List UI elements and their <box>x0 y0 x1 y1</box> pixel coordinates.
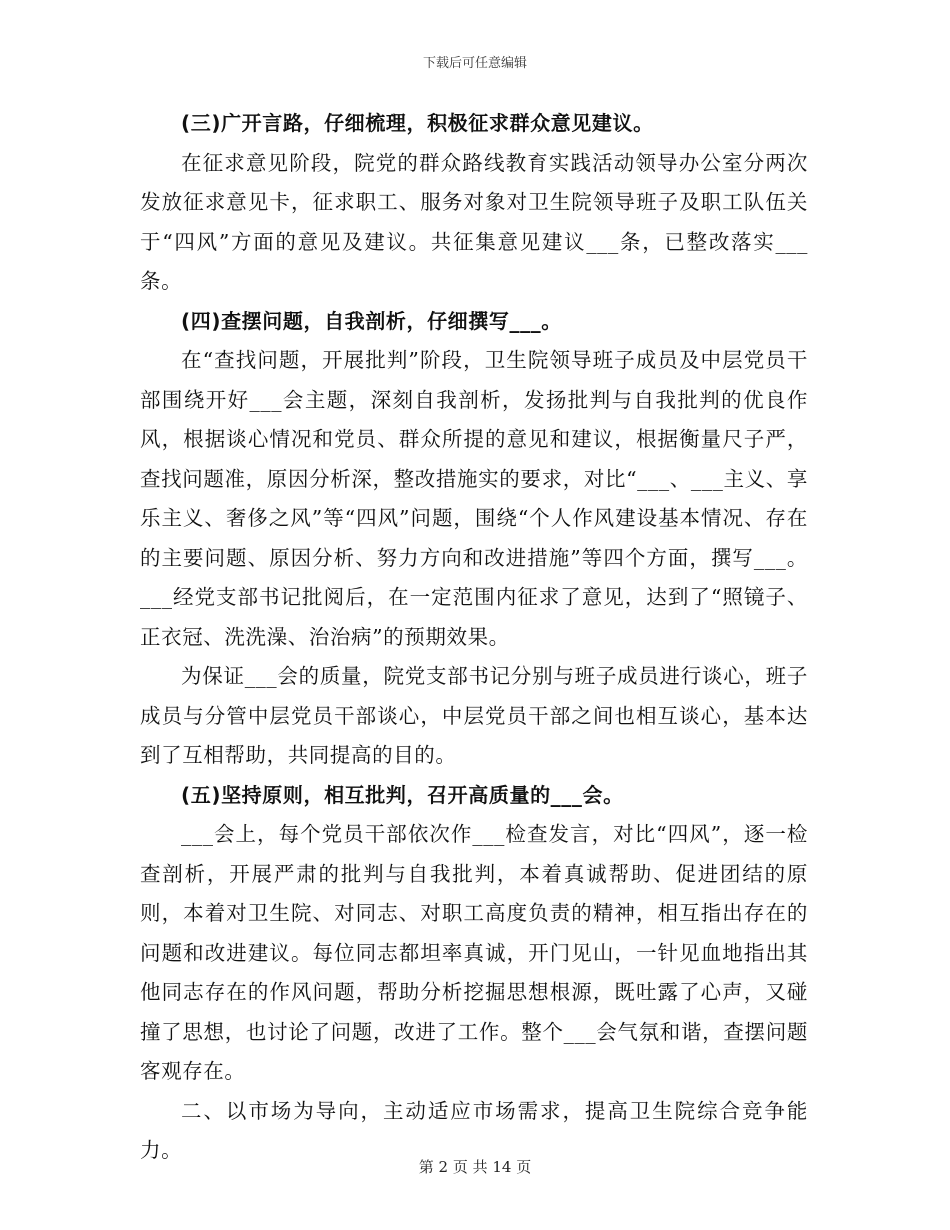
body-paragraph: 二、以市场为导向，主动适应市场需求，提高卫生院综合竞争能力。 <box>140 1098 808 1162</box>
page-number-footer: 第 2 页 共 14 页 <box>418 1158 532 1176</box>
body-paragraph: 在征求意见阶段，院党的群众路线教育实践活动领导办公室分两次发放征求意见卡，征求职工、服务对象对卫生院领导班子及职工队伍关于“四风”方面的意见及建议。共征集意见建议___条，已整改落实___条。 <box>140 150 808 293</box>
page-header-note: 下载后可任意编辑 <box>422 56 527 71</box>
body-paragraph: ___会上，每个党员干部依次作___检查发言，对比“四风”，逐一检查剖析，开展严肃的批判与自我批判，本着真诚帮助、促进团结的原则，本着对卫生院、对同志、对职工高度负责的精神，相互指出存在的问题和改进建议。每位同志都坦率真诚，开门见山，一针见血地指出其他同志存在的作风问题，帮助分析挖掘思想根源，既吐露了心声，又碰撞了思想，也讨论了问题，改进了工作。整个___会气氛和谐，查摆问题客观存在。 <box>140 822 808 1083</box>
section-heading-3: (三)广开言路，仔细梳理，积极征求群众意见建议。 <box>181 111 654 135</box>
body-paragraph: 为保证___会的质量，院党支部书记分别与班子成员进行谈心，班子成员与分管中层党员干部谈心，中层党员干部之间也相互谈心，基本达到了互相帮助，共同提高的目的。 <box>140 664 808 767</box>
document-body <box>140 104 808 1171</box>
section-heading-4: (四)查摆问题，自我剖析，仔细撰写___。 <box>181 308 562 333</box>
section-heading-5: (五)坚持原则，相互批判，召开高质量的___会。 <box>181 782 624 807</box>
body-paragraph: 在“查找问题，开展批判”阶段，卫生院领导班子成员及中层党员干部围绕开好___会主题，深刻自我剖析，发扬批判与自我批判的优良作风，根据谈心情况和党员、群众所提的意见和建议，根据衡量尺子严，查找问题准，原因分析深，整改措施实的要求，对比“___、___主义、享乐主义、奢侈之风”等“四风”问题，围绕“个人作风建设基本情况、存在的主要问题、原因分析、努力方向和改进措施”等四个方面，撰写___。___经党支部书记批阅后，在一定范围内征求了意见，达到了“照镜子、正衣冠、洗洗澡、治治病”的预期效果。 <box>140 348 808 649</box>
